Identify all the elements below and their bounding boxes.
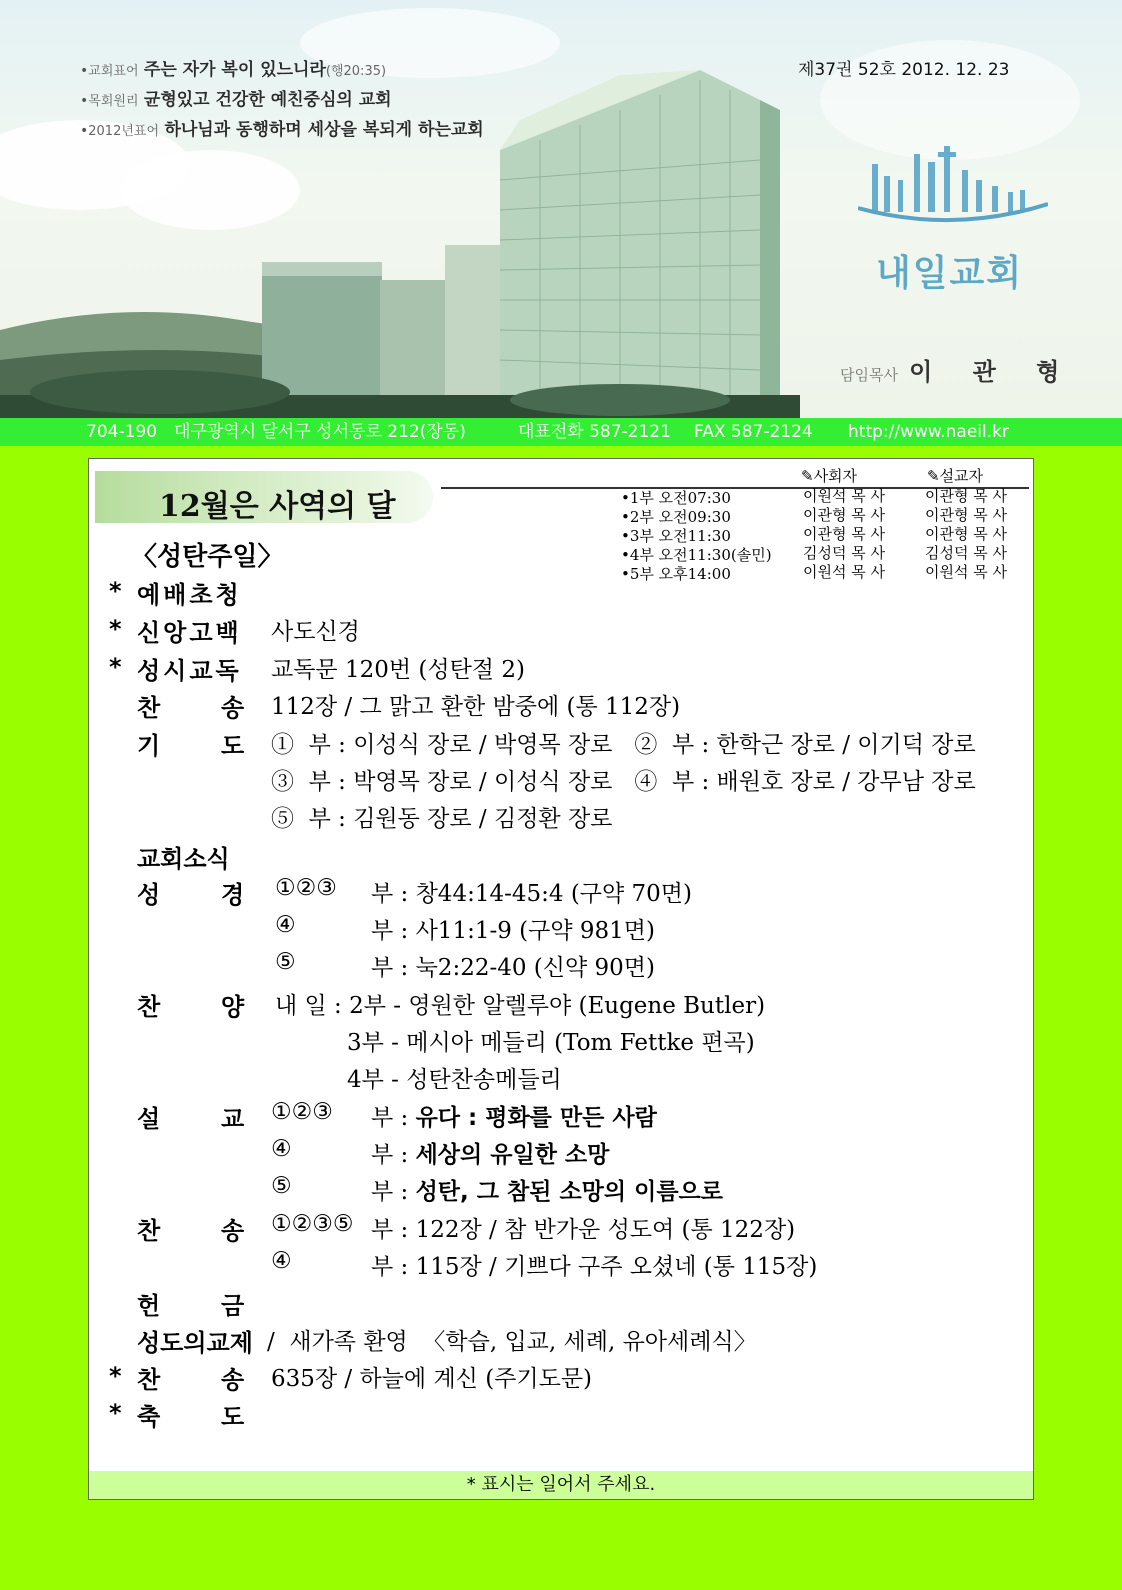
scripture-text: 부 : 사11:1-9 (구약 981면) — [371, 918, 655, 944]
service-host: 이원석 목 사 — [803, 487, 885, 505]
hymn-text: 부 : 122장 / 참 반가운 성도여 (통 122장) — [371, 1217, 796, 1243]
church-motto-list — [80, 56, 484, 146]
order-label: 경 — [221, 881, 245, 909]
pastor-name: 이 관 형 — [909, 358, 1076, 386]
order-label: 송 — [221, 694, 245, 722]
hymn-text: 부 : 115장 / 기쁘다 구주 오셨네 (통 115장) — [371, 1254, 818, 1280]
website-link[interactable]: http://www.naeil.kr — [848, 422, 1009, 442]
order-label: 양 — [221, 993, 245, 1021]
standing-marker: * — [109, 653, 122, 681]
sermon-title: 세상의 유일한 소망 — [415, 1142, 610, 1168]
prayer-line: ① 부 : 이성식 장로 / 박영목 장로 ② 부 : 한학근 장로 / 이기덕 장로 — [271, 732, 976, 758]
sermon-num: ⑤ — [271, 1173, 292, 1199]
senior-pastor — [840, 352, 1075, 387]
order-label: 찬 — [137, 1217, 161, 1245]
service-preacher: 이관형 목 사 — [925, 487, 1007, 505]
motto-line: •목회원리 균형있고 건강한 예친중심의 교회 — [80, 90, 392, 110]
month-title: 12월은 사역의 달 — [159, 489, 396, 524]
hymn-num: ①②③⑤ — [271, 1211, 354, 1237]
service-title: 〈성탄주일〉 — [131, 542, 284, 572]
service-time: •4부 오전11:30(솔민) — [621, 546, 772, 564]
service-host: 이관형 목 사 — [803, 506, 885, 524]
order-label: 금 — [221, 1292, 245, 1320]
postcode: 704-190 — [86, 422, 158, 442]
order-label: 축 — [137, 1403, 161, 1431]
order-label: 기 — [137, 732, 161, 760]
standing-marker: * — [109, 1399, 122, 1427]
issue-number-date: 제37권 52호 2012. 12. 23 — [798, 60, 1010, 80]
service-preacher: 이관형 목 사 — [925, 525, 1007, 543]
scripture-num: ①②③ — [275, 875, 337, 901]
motto-ref: (행20:35) — [325, 64, 387, 79]
service-time: •3부 오전11:30 — [621, 527, 731, 545]
order-content: / 새가족 환영 〈학습, 입교, 세례, 유아세례식〉 — [267, 1329, 757, 1355]
header-banner — [0, 0, 1122, 418]
order-label: 송 — [221, 1217, 245, 1245]
order-content: 112장 / 그 맑고 환한 밤중에 (통 112장) — [271, 694, 681, 720]
sermon-prefix: 부 : — [371, 1105, 416, 1131]
service-time: •5부 오후14:00 — [621, 565, 731, 583]
service-time: •2부 오전09:30 — [621, 508, 731, 526]
address-bar — [0, 418, 1122, 446]
motto-tag: 2012년표어 — [88, 124, 160, 139]
sermon-title: 성탄, 그 참된 소망의 이름으로 — [415, 1179, 723, 1205]
service-preacher: 이원석 목 사 — [925, 563, 1007, 581]
motto-text: 주는 자가 복이 있느니라 — [143, 60, 326, 80]
order-label: 송 — [221, 1366, 245, 1394]
order-label: 찬 — [137, 1366, 161, 1394]
standing-marker: * — [109, 615, 122, 643]
prayer-line: ⑤ 부 : 김원동 장로 / 김정환 장로 — [271, 806, 613, 832]
scripture-num: ⑤ — [275, 949, 296, 975]
service-host: 이관형 목 사 — [803, 525, 885, 543]
standing-marker: * — [109, 577, 122, 605]
motto-tag: 교회표어 — [88, 64, 139, 79]
scripture-num: ④ — [275, 912, 296, 938]
sermon-num: ①②③ — [271, 1099, 333, 1125]
sermon-title: 유다 : 평화를 만든 사람 — [415, 1105, 657, 1131]
sermon-prefix: 부 : — [371, 1142, 416, 1168]
church-name-logo: 내일교회 — [876, 253, 1024, 294]
sermon-prefix: 부 : — [371, 1179, 416, 1205]
anthem-line: 4부 - 성탄찬송메들리 — [347, 1067, 562, 1093]
order-label: 교회소식 — [137, 845, 230, 873]
scripture-text: 부 : 창44:14-45:4 (구약 70면) — [371, 881, 692, 907]
motto-tag: 목회원리 — [88, 94, 139, 109]
order-label: 성 — [137, 881, 161, 909]
order-label: 찬 — [137, 694, 161, 722]
motto-line: •교회표어 주는 자가 복이 있느니라(행20:35) — [80, 60, 387, 80]
order-content: 635장 / 하늘에 계신 (주기도문) — [271, 1366, 593, 1392]
phone-number: 대표전화 587-2121 — [518, 422, 671, 442]
motto-text: 균형있고 건강한 예친중심의 교회 — [143, 90, 392, 110]
order-label: 설 — [137, 1105, 161, 1133]
hymn-num: ④ — [271, 1248, 292, 1274]
motto-line: •2012년표어 하나님과 동행하며 세상을 복되게 하는교회 — [80, 120, 484, 140]
order-label: 찬 — [137, 993, 161, 1021]
order-label: 도 — [221, 732, 245, 760]
sermon-num: ④ — [271, 1136, 292, 1162]
service-host: 김성덕 목 사 — [803, 544, 885, 562]
order-label: 예배초청 — [137, 581, 242, 609]
preacher-column-header: ✎설교자 — [927, 467, 984, 485]
order-label: 성시교독 — [137, 657, 242, 685]
order-label: 도 — [221, 1403, 245, 1431]
anthem-line: 3부 - 메시아 메들리 (Tom Fettke 편곡) — [347, 1030, 755, 1056]
order-label: 교 — [221, 1105, 245, 1133]
pastor-role: 담임목사 — [840, 366, 898, 384]
sermon-line — [371, 1136, 609, 1169]
host-column-header: ✎사회자 — [801, 467, 858, 485]
order-content: 교독문 120번 (성탄절 2) — [271, 657, 525, 683]
order-label: 성도의교제 — [137, 1329, 253, 1357]
standing-marker: * — [109, 1362, 122, 1390]
motto-text: 하나님과 동행하며 세상을 복되게 하는교회 — [164, 120, 484, 140]
service-host: 이원석 목 사 — [803, 563, 885, 581]
order-label: 신앙고백 — [137, 619, 242, 647]
service-preacher: 김성덕 목 사 — [925, 544, 1007, 562]
street-address: 대구광역시 달서구 성서동로 212(장동) — [174, 422, 466, 442]
order-label: 헌 — [137, 1292, 161, 1320]
standing-note: * 표시는 일어서 주세요. — [89, 1471, 1033, 1499]
sermon-line — [371, 1099, 657, 1132]
service-preacher: 이관형 목 사 — [925, 506, 1007, 524]
service-time: •1부 오전07:30 — [621, 489, 731, 507]
fax-number: FAX 587-2124 — [694, 422, 813, 442]
order-content: 사도신경 — [271, 619, 360, 645]
prayer-line: ③ 부 : 박영목 장로 / 이성식 장로 ④ 부 : 배원호 장로 / 강무남 장로 — [271, 769, 976, 795]
scripture-text: 부 : 눅2:22-40 (신약 90면) — [371, 955, 655, 981]
sermon-line — [371, 1173, 723, 1206]
worship-order-panel — [88, 458, 1034, 1500]
anthem-line: 내 일 : 2부 - 영원한 알렐루야 (Eugene Butler) — [275, 993, 766, 1019]
